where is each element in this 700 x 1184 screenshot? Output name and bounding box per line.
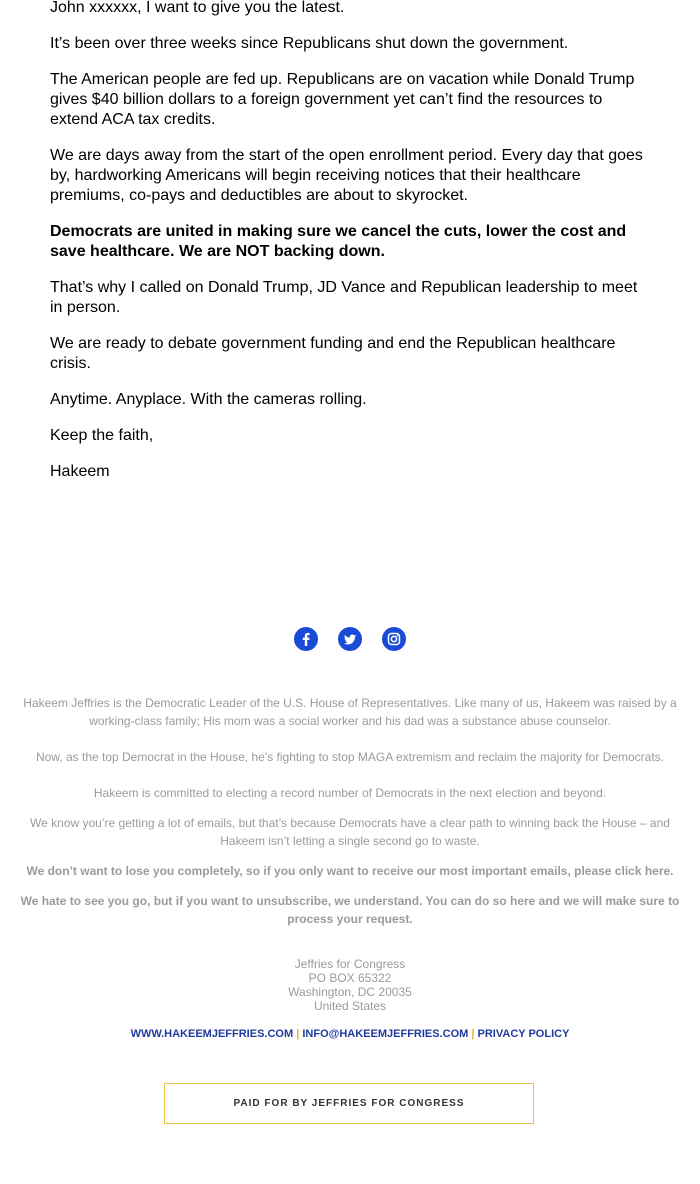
paid-for-text: PAID FOR BY JEFFRIES FOR CONGRESS [233, 1098, 465, 1109]
paragraph: It’s been over three weeks since Republicans shut down the government. [50, 35, 569, 52]
bold-statement: Democrats are united in making sure we cancel the cuts, lower the cost and save healthcare. We are NOT backing down. [50, 223, 627, 260]
bio-paragraph: Hakeem Jeffries is the Democratic Leader of the U.S. House of Representatives. Like many of us, Hakeem was raised by a working-class family; His mom was a social worker and his dad was a substance abuse counselor. [23, 696, 677, 728]
website-link[interactable]: WWW.HAKEEMJEFFRIES.COM [130, 1028, 294, 1040]
signature: Hakeem [50, 463, 110, 480]
social-links [0, 627, 700, 651]
facebook-icon[interactable] [294, 627, 318, 651]
instagram-icon[interactable] [382, 627, 406, 651]
bio-paragraph: Hakeem is committed to electing a record number of Democrats in the next election and beyond. [93, 786, 607, 800]
paragraph: The American people are fed up. Republicans are on vacation while Donald Trump gives $40 billion dollars to a foreign government yet can’t find the resources to extend ACA tax credits. [50, 71, 635, 128]
bio-paragraph: We know you’re getting a lot of emails, but that’s because Democrats have a clear path to winning back the House – and Hakeem isn’t letting a single second go to waste. [30, 816, 670, 848]
footer-links [0, 1026, 700, 1042]
mailing-address [0, 957, 700, 1013]
link-separator: | [296, 1028, 300, 1040]
paragraph: We are ready to debate government funding and end the Republican healthcare crisis. [50, 335, 616, 372]
email-link[interactable]: INFO@HAKEEMJEFFRIES.COM [302, 1028, 469, 1040]
address-po-box: PO BOX 65322 [308, 971, 392, 985]
unsubscribe-link[interactable]: We hate to see you go, but if you want to unsubscribe, we understand. You can do so here and we will make sure to process your request. [20, 894, 680, 926]
address-country: United States [313, 999, 387, 1013]
link-separator: | [471, 1028, 475, 1040]
closing: Keep the faith, [50, 427, 154, 444]
paragraph: Anytime. Anyplace. With the cameras rolling. [50, 391, 367, 408]
letter-body [50, 0, 650, 498]
important-emails-link[interactable]: We don’t want to lose you completely, so if you only want to receive our most important emails, please click here. [26, 864, 674, 878]
paragraph: That’s why I called on Donald Trump, JD Vance and Republican leadership to meet in person. [50, 279, 638, 316]
privacy-policy-link[interactable]: PRIVACY POLICY [477, 1028, 570, 1040]
address-org: Jeffries for Congress [294, 957, 406, 971]
paragraph: We are days away from the start of the open enrollment period. Every day that goes by, hardworking Americans will begin receiving notices that their healthcare premiums, co-pays and deductibles are about to skyrocket. [50, 147, 643, 204]
address-city: Washington, DC 20035 [288, 985, 412, 999]
paid-for-disclaimer [164, 1083, 534, 1124]
twitter-icon[interactable] [338, 627, 362, 651]
greeting: John xxxxxx, I want to give you the latest. [50, 0, 345, 16]
bio-paragraph: Now, as the top Democrat in the House, he’s fighting to stop MAGA extremism and reclaim the majority for Democrats. [35, 750, 665, 764]
